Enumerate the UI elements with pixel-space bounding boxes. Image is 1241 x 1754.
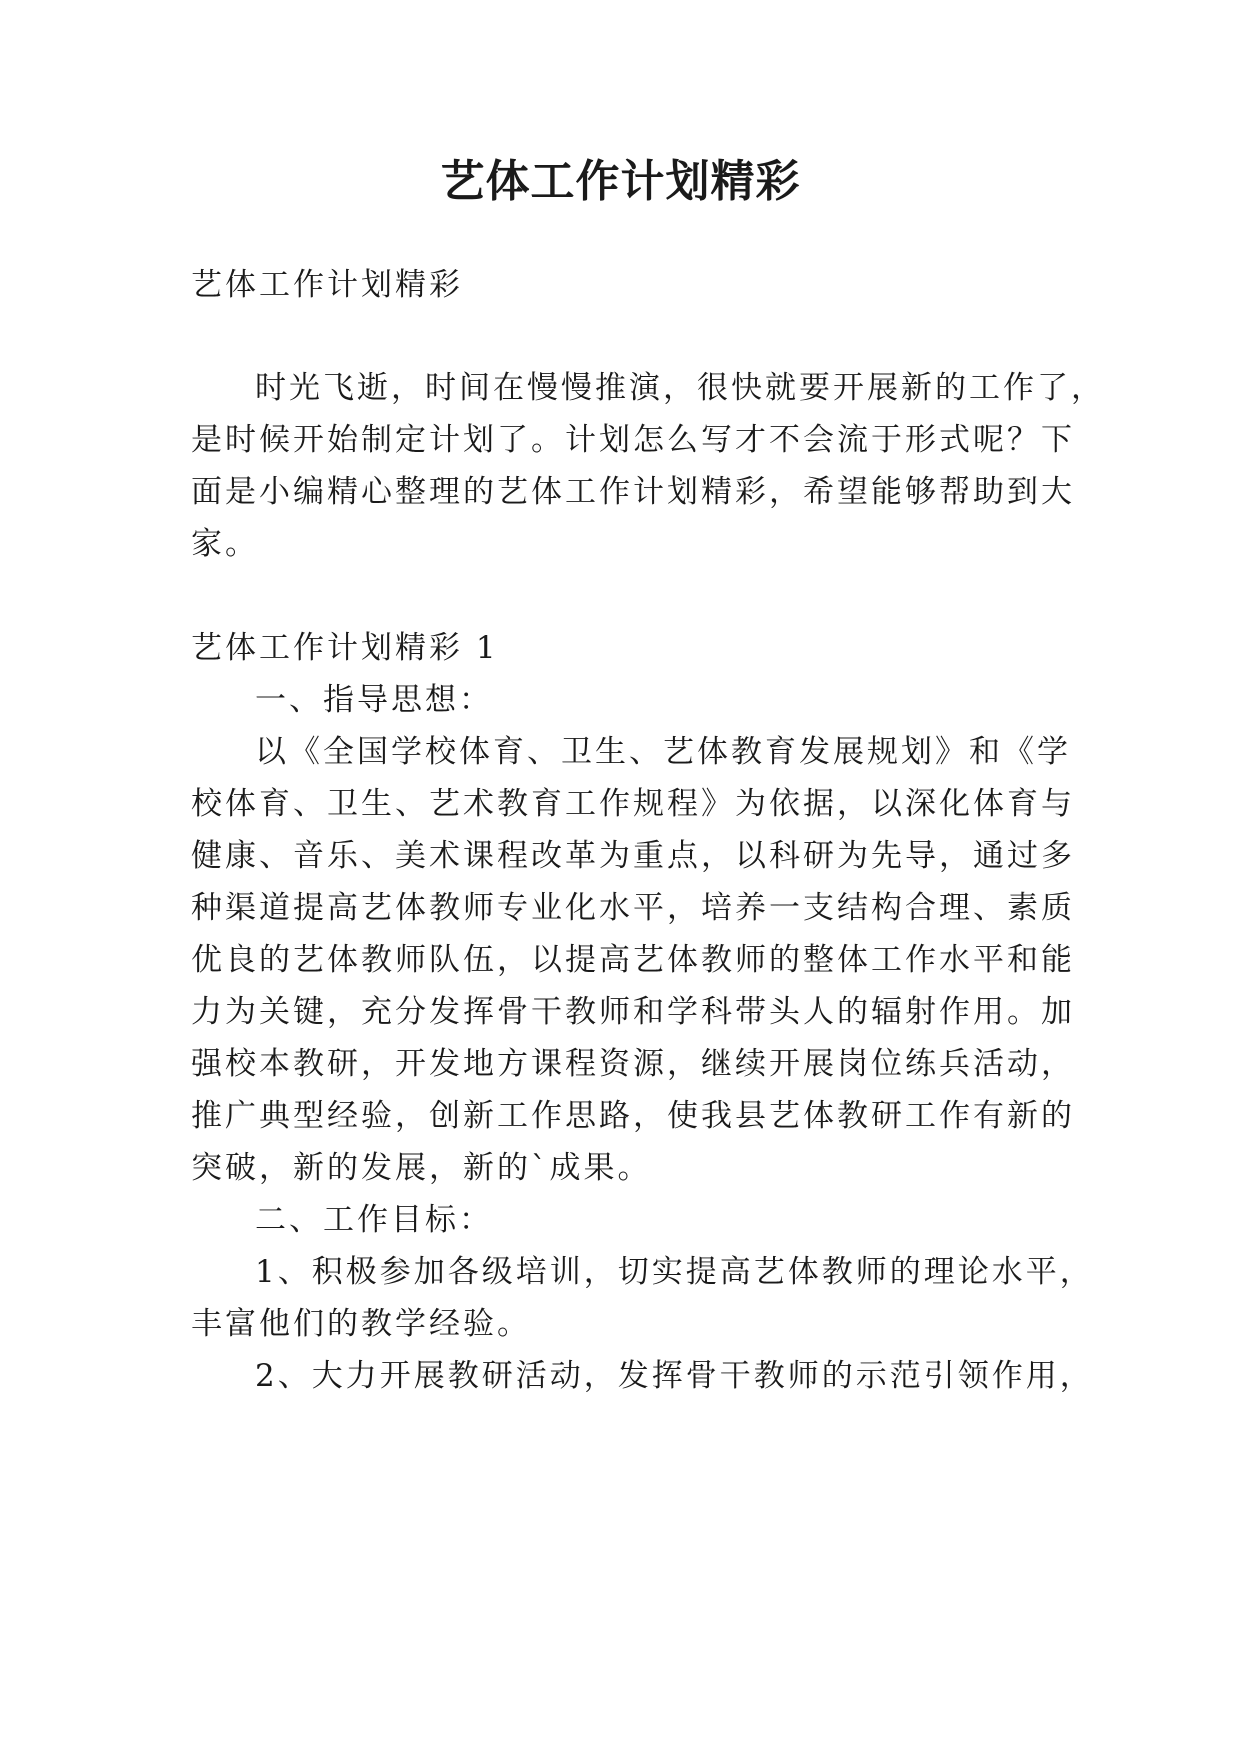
part1-line-2: 校体育、卫生、艺术教育工作规程》为依据，以深化体育与 (191, 786, 1075, 822)
section-heading: 艺体工作计划精彩 1 (191, 630, 499, 666)
intro-line-4: 家。 (191, 526, 259, 562)
part2-line-3: 2、大力开展教研活动，发挥骨干教师的示范引领作用， (255, 1358, 1094, 1394)
part1-line-9: 突破，新的发展，新的`成果。 (191, 1150, 652, 1186)
intro-line-2: 是时候开始制定计划了。计划怎么写才不会流于形式呢？下 (191, 422, 1075, 458)
part1-line-5: 优良的艺体教师队伍，以提高艺体教师的整体工作水平和能 (191, 942, 1075, 978)
document-title: 艺体工作计划精彩 (440, 156, 801, 207)
part1-line-4: 种渠道提高艺体教师专业化水平，培养一支结构合理、素质 (191, 890, 1075, 926)
intro-line-3: 面是小编精心整理的艺体工作计划精彩，希望能够帮助到大 (191, 474, 1075, 510)
part1-line-3: 健康、音乐、美术课程改革为重点，以科研为先导，通过多 (191, 838, 1075, 874)
intro-line-1: 时光飞逝，时间在慢慢推演，很快就要开展新的工作了， (255, 370, 1105, 406)
part1-line-1: 以《全国学校体育、卫生、艺体教育发展规划》和《学 (255, 734, 1071, 770)
part2-line-1: 1、积极参加各级培训，切实提高艺体教师的理论水平， (255, 1254, 1094, 1290)
part1-line-8: 推广典型经验，创新工作思路，使我县艺体教研工作有新的 (191, 1098, 1075, 1134)
part2-line-2: 丰富他们的教学经验。 (191, 1306, 531, 1342)
part1-heading: 一、指导思想： (255, 682, 493, 718)
part1-line-6: 力为关键，充分发挥骨干教师和学科带头人的辐射作用。加 (191, 994, 1075, 1030)
part2-heading: 二、工作目标： (255, 1202, 493, 1238)
document-subtitle: 艺体工作计划精彩 (191, 267, 463, 303)
part1-line-7: 强校本教研，开发地方课程资源，继续开展岗位练兵活动， (191, 1046, 1075, 1082)
